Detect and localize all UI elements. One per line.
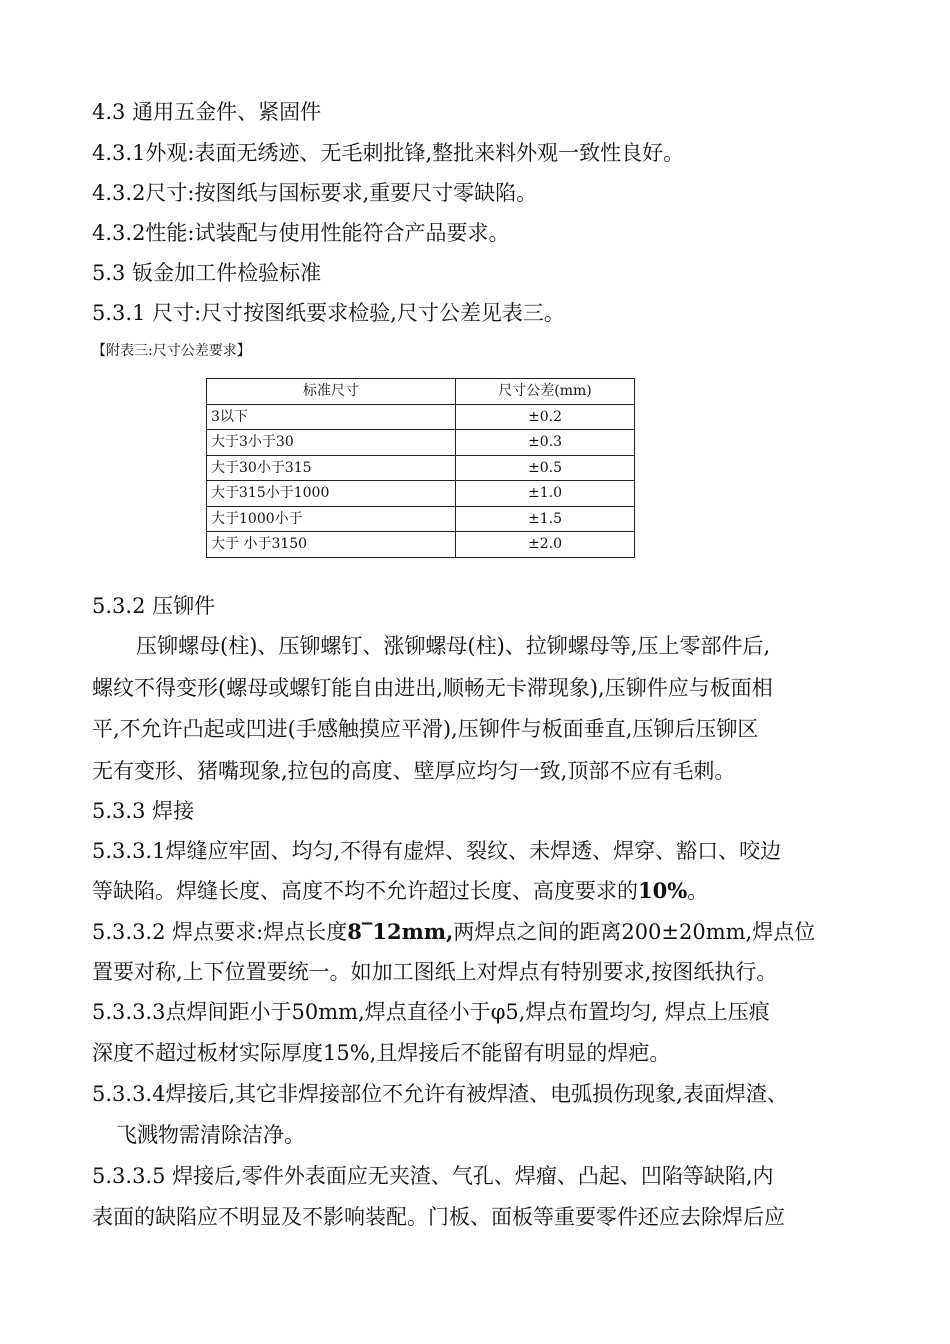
section-5-3-3-3-cont: 深度不超过板材实际厚度15%,且焊接后不能留有明显的焊疤。 [92,1041,671,1065]
table-cell: ±0.3 [456,430,635,456]
text-run: 。 [687,879,709,903]
paragraph-line: 平,不允许凸起或凹进(手感触摸应平滑),压铆件与板面垂直,压铆后压铆区 [92,717,759,741]
table-header-row [207,379,635,405]
table-cell: 大于 小于3150 [207,532,456,558]
section-5-3-1: 5.3.1 尺寸:尺寸按图纸要求检验,尺寸公差见表三。 [92,301,565,325]
table-row [207,455,635,481]
section-5-3-3-4-cont: 飞溅物需清除洁净。 [116,1123,305,1147]
percent-bold: 10% [638,878,688,903]
tolerance-table [206,378,635,558]
section-4-3-2-size: 4.3.2尺寸:按图纸与国标要求,重要尺寸零缺陷。 [92,181,538,205]
text-run: 5.3.3.2 焊点要求:焊点长度 [92,920,348,944]
section-5-3-3-1: 5.3.3.1焊缝应牢固、均匀,不得有虚焊、裂纹、未焊透、焊穿、豁口、咬边 [92,839,782,863]
section-4-3-2-performance: 4.3.2性能:试装配与使用性能符合产品要求。 [92,221,510,245]
section-5-3-3-1-cont [92,877,708,905]
table-row [207,532,635,558]
table-cell: 大于315小于1000 [207,481,456,507]
table-row [207,404,635,430]
section-5-3-3-5: 5.3.3.5 焊接后,零件外表面应无夹渣、气孔、焊瘤、凸起、凹陷等缺陷,内 [92,1164,774,1188]
table-caption: 【附表三:尺寸公差要求】 [92,343,251,359]
table-header-cell: 尺寸公差(mm) [456,379,635,405]
section-5-3-title: 5.3 钣金加工件检验标准 [92,261,322,285]
table-cell: ±2.0 [456,532,635,558]
section-5-3-3-4: 5.3.3.4焊接后,其它非焊接部位不允许有被焊渣、电弧损伤现象,表面焊渣、 [92,1082,788,1106]
text-run: 等缺陷。焊缝长度、高度不均不允许超过长度、高度要求的 [92,879,638,903]
section-5-3-3-title: 5.3.3 焊接 [92,799,195,823]
text-run: 两焊点之间的距离200±20mm,焊点位 [453,920,816,944]
spot-length-bold: 8‾12mm, [347,919,454,944]
section-5-3-3-3: 5.3.3.3点焊间距小于50mm,焊点直径小于φ5,焊点布置均匀, 焊点上压痕 [92,1000,770,1024]
table-row [207,430,635,456]
table-cell: 大于3小于30 [207,430,456,456]
table-cell: ±0.2 [456,404,635,430]
paragraph-line: 压铆螺母(柱)、压铆螺钉、涨铆螺母(柱)、拉铆螺母等,压上零部件后, [136,634,771,658]
table-row [207,481,635,507]
table-cell: ±1.0 [456,481,635,507]
table-header-cell: 标准尺寸 [207,379,456,405]
section-5-3-3-5-cont: 表面的缺陷应不明显及不影响装配。门板、面板等重要零件还应去除焊后应 [92,1205,785,1229]
table-row [207,506,635,532]
table-cell: ±1.5 [456,506,635,532]
section-4-3-title: 4.3 通用五金件、紧固件 [92,100,322,124]
table-cell: 大于1000小于 [207,506,456,532]
section-5-3-3-2-cont: 置要对称,上下位置要统一。如加工图纸上对焊点有特别要求,按图纸执行。 [92,960,778,984]
section-4-3-1: 4.3.1外观:表面无绣迹、无毛刺批锋,整批来料外观一致性良好。 [92,141,685,165]
section-5-3-2-title: 5.3.2 压铆件 [92,594,216,618]
paragraph-line: 无有变形、猪嘴现象,拉包的高度、壁厚应均匀一致,顶部不应有毛刺。 [92,759,736,783]
paragraph-line: 螺纹不得变形(螺母或螺钉能自由进出,顺畅无卡滞现象),压铆件应与板面相 [92,676,773,700]
section-5-3-3-2 [92,918,815,946]
table-cell: ±0.5 [456,455,635,481]
table-cell: 3以下 [207,404,456,430]
table-cell: 大于30小于315 [207,455,456,481]
